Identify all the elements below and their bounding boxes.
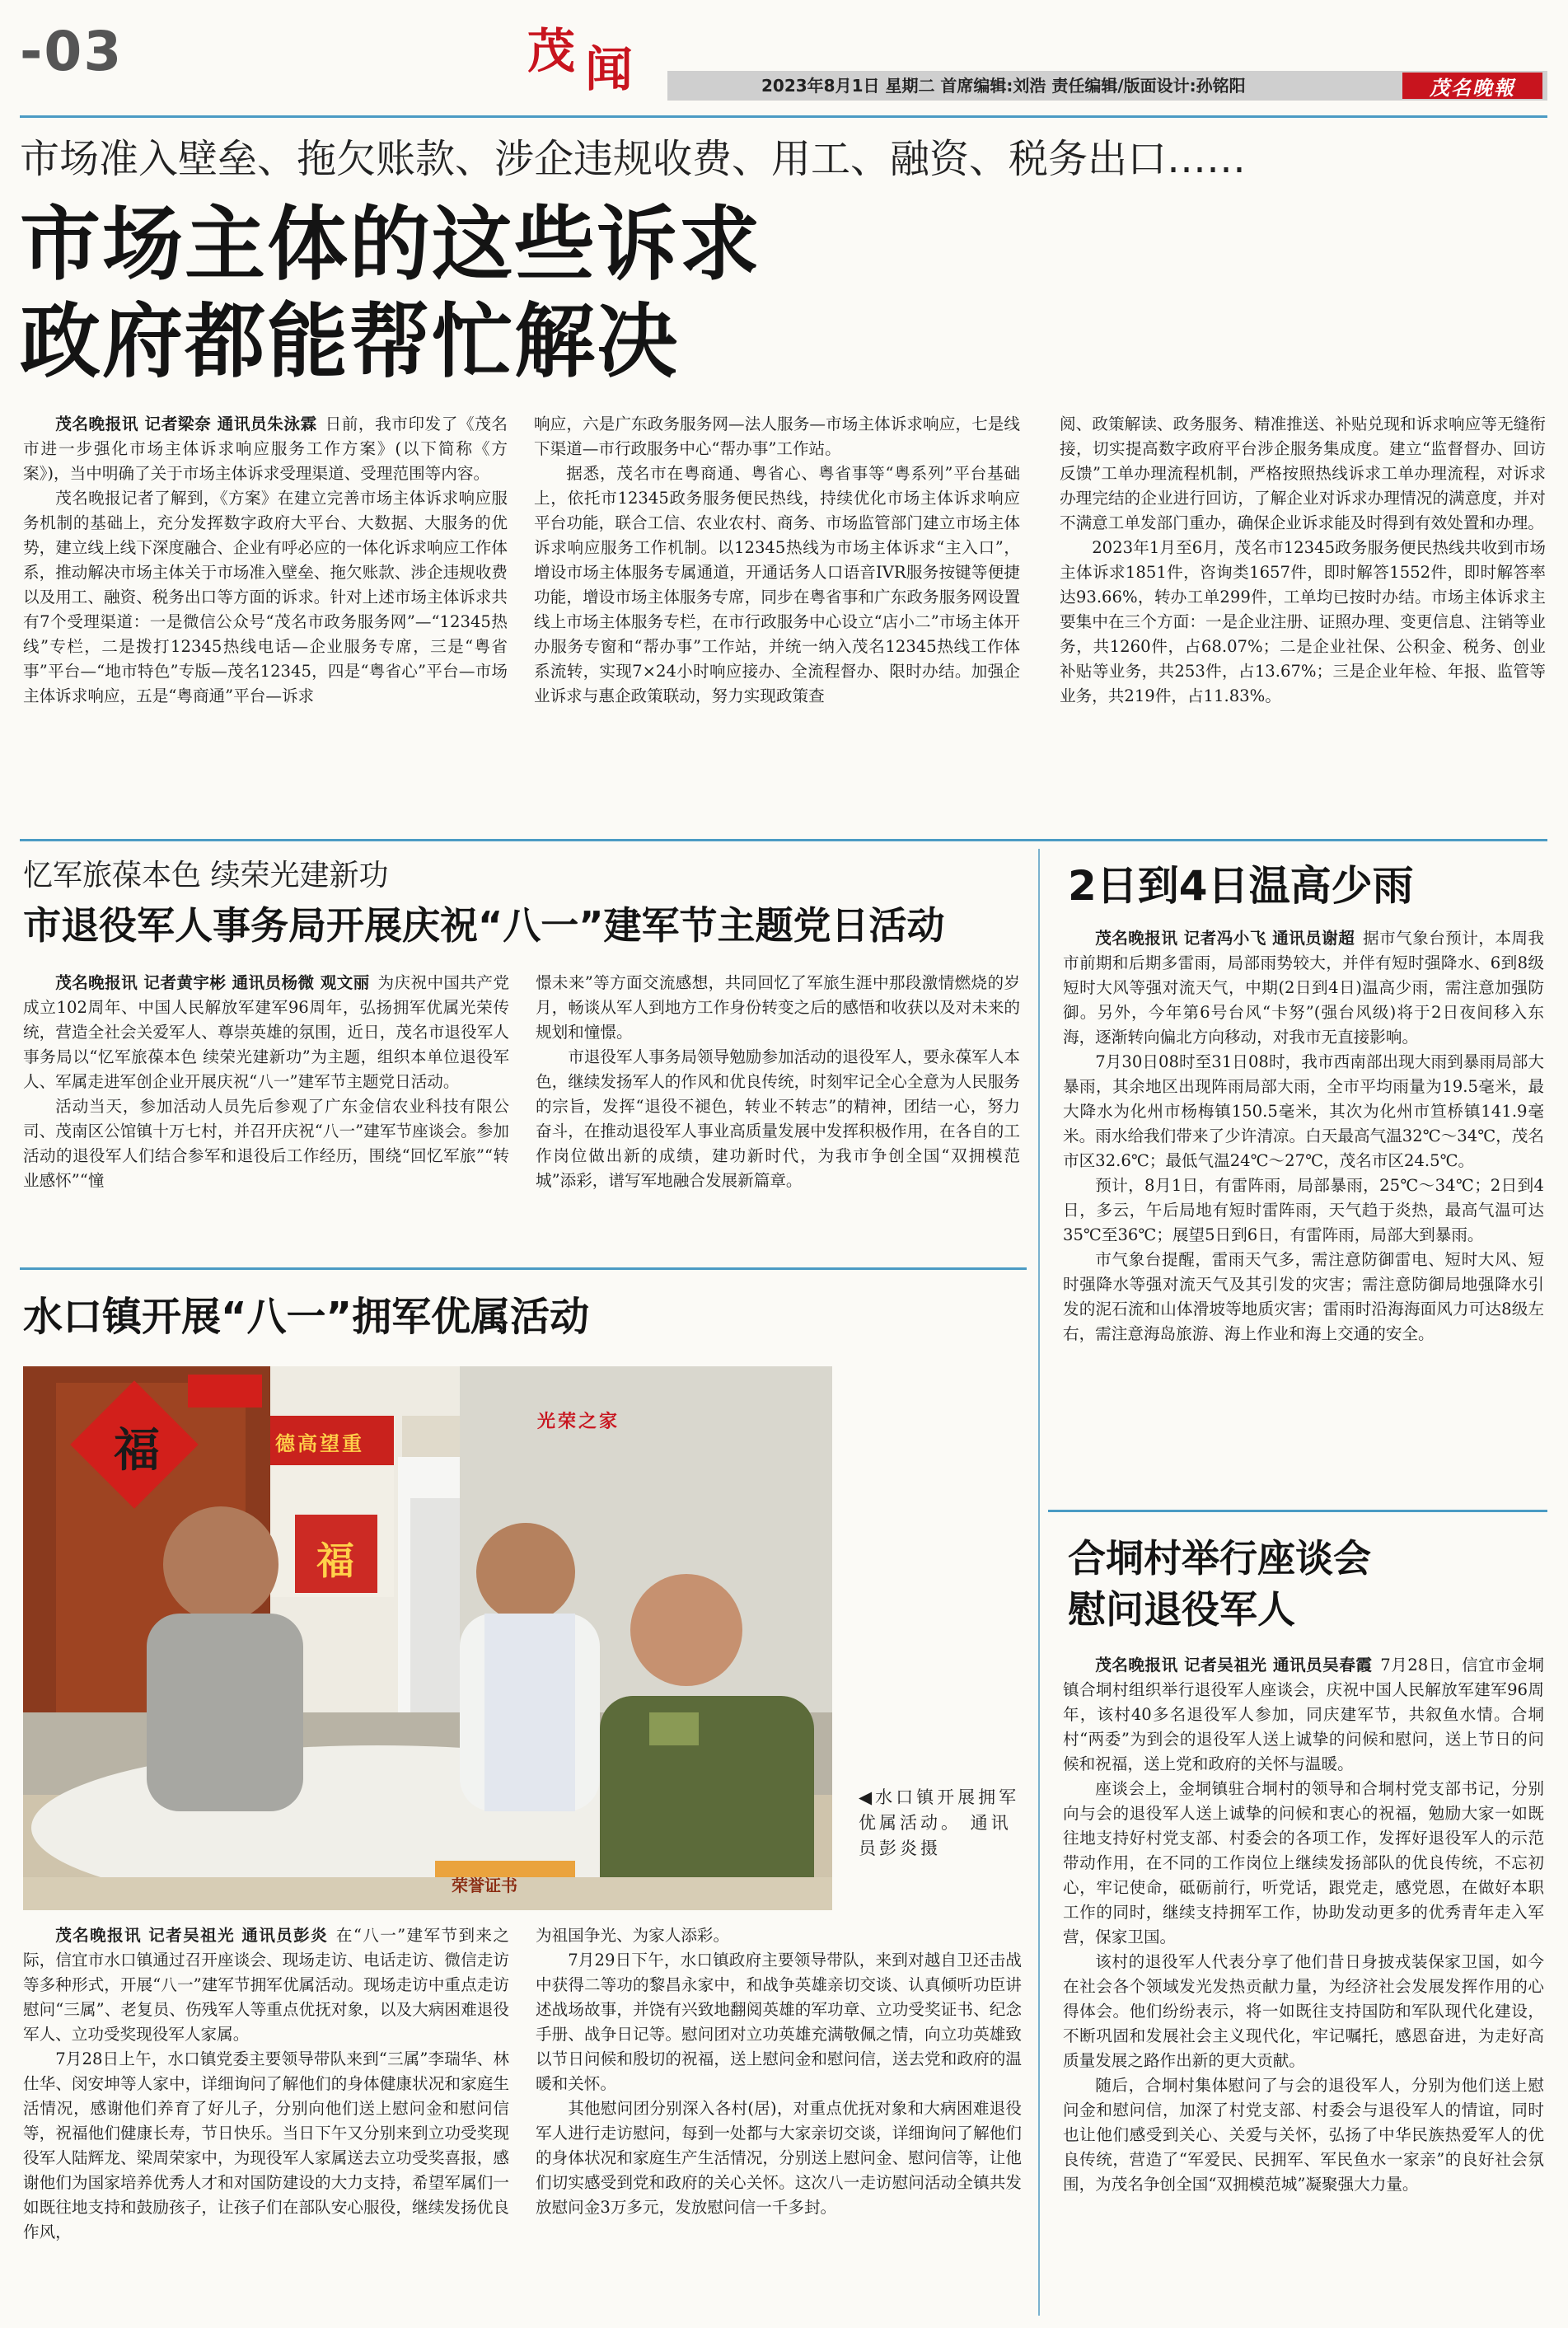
- hedong-byline: 茂名晚报讯 记者吴祖光 通讯员吴春霞: [1095, 1656, 1373, 1675]
- shuikou-para-5: 其他慰问团分别深入各村(居)，对重点优抚对象和大病困难退役军人进行走访慰问，每到一处都与大家亲切交谈，详细询问了解他们的身体状况和家庭生产生活情况，分别送上慰问金、慰问信等，让他们切实感受到党和政府的关心关怀。这次八一走访慰问活动全镇共发放慰问金3万多元，发放慰问信一千多封。: [536, 2099, 1022, 2217]
- issue-meta: 2023年8月1日 星期二 首席编辑:刘浩 责任编辑/版面设计:孙铭阳: [761, 76, 1246, 96]
- weather-para-4: 市气象台提醒，雷雨天气多，需注意防御雷电、短时大风、短时强降水等强对流天气及其引发的灾害；需注意防御局地强降水引发的泥石流和山体滑坡等地质灾害；雷雨时沿海海面风力可达8级左右，需注意海岛旅游、海上作业和海上交通的安全。: [1063, 1250, 1544, 1343]
- veterans-byline: 茂名晚报讯 记者黄宇彬 通讯员杨微 观文丽: [55, 973, 370, 992]
- shuikou-byline: 茂名晚报讯 记者吴祖光 通讯员彭炎: [55, 1926, 329, 1945]
- veterans-title: 市退役军人事务局开展庆祝“八一”建军节主题党日活动: [23, 903, 945, 948]
- hedong-para-2: 座谈会上，金垌镇驻合垌村的领导和合垌村党支部书记，分别向与会的退役军人送上诚挚的问候和衷心的祝福，勉励大家一如既往地支持好村党支部、村委会的各项工作，发挥好退役军人的示范带动作用，在不同的工作岗位上继续发扬部队的优良传统，不忘初心，牢记使命，砥砺前行，听党话，跟党走，感党恩，在做好本职工作的同时，继续支持拥军工作，协助发动更多的优秀青年走入军营，保家卫国。: [1063, 1779, 1544, 1946]
- weather-column: [1063, 926, 1544, 1347]
- photo-caption: ◀水口镇开展拥军优属活动。 通讯员彭炎摄: [859, 1787, 1020, 1858]
- lead-para-6: 2023年1月至6月，茂名市12345政务服务便民热线共收到市场主体诉求1851件，咨询类1657件，即时解答1552件，即时解答率达93.66%，转办工单299件，工单均已按时办结。市场主体诉求主要集中在三个方面：一是企业注册、证照办理、变更信息、注销等业务，共1260件，占68.07%；二是企业社保、公积金、税务、创业补贴等业务，共253件，占13.67%；三是企业年检、年报、监管等业务，共219件，占11.83%。: [1060, 538, 1546, 705]
- hedong-para-1: 茂名晚报讯 记者吴祖光 通讯员吴春霞 7月28日，信宜市金垌镇合垌村组织举行退役军人座谈会，庆祝中国人民解放军建军96周年，该村40多名退役军人参加，同庆建军节，共叙鱼水情。合垌村“两委”为到会的退役军人送上诚挚的问候和慰问，送上节日的问候和祝福，送上党和政府的关怀与温暖。: [1063, 1656, 1544, 1773]
- column-divider: [1038, 849, 1040, 2316]
- veterans-bottom-rule: [20, 1267, 1027, 1270]
- lead-para-4: 据悉，茂名市在粤商通、粤省心、粤省事等“粤系列”平台基础上，依托市12345政务服务便民热线，持续优化市场主体诉求响应平台功能，联合工信、农业农村、商务、市场监管部门建立市场主体诉求响应服务工作机制。以12345热线为市场主体诉求“主入口”，增设市场主体服务专属通道，开通话务人口语音IVR服务按键等便捷功能，增设市场主体服务专席，同步在粤省事和广东政务服务网设置线上市场主体服务专栏，在市行政服务中心设立“店小二”市场主体开办服务专窗和“帮办事”工作站，并统一纳入茂名12345热线工作体系流转，实现7×24小时响应接办、全流程督办、限时办结。加强企业诉求与惠企政策联动，努力实现政策查: [534, 464, 1020, 705]
- lead-para-3: 响应，六是广东政务服务网—法人服务—市场主体诉求响应，七是线下渠道—市行政服务中心“帮办事”工作站。: [534, 415, 1020, 458]
- shuikou-column-2: [536, 1923, 1022, 2220]
- shuikou-para-1: 茂名晚报讯 记者吴祖光 通讯员彭炎 在“八一”建军节到来之际，信宜市水口镇通过召开座谈会、现场走访、电话走访、微信走访等多种形式，开展“八一”建军节拥军优属活动。现场走访中重点走访慰问“三属”、老复员、伤残军人等重点优抚对象，以及大病困难退役军人、立功受奖现役军人家属。: [23, 1926, 509, 2044]
- veterans-para-3: 憬未来”等方面交流感想，共同回忆了军旅生涯中那段激情燃烧的岁月，畅谈从军人到地方工作身份转变之后的感悟和收获以及对未来的规划和憧憬。: [536, 973, 1020, 1042]
- lead-para-1: 茂名晚报讯 记者梁奈 通讯员朱泳霖 日前，我市印发了《茂名市进一步强化市场主体诉求响应服务工作方案》(以下简称《方案》)，当中明确了关于市场主体诉求受理渠道、受理范围等内容。: [23, 415, 508, 483]
- masthead-text: 茂名晚報: [1430, 75, 1515, 100]
- masthead-logo: [1402, 73, 1542, 99]
- hedong-title-line2: 慰问退役军人: [1068, 1587, 1295, 1632]
- veterans-para-1: 茂名晚报讯 记者黄宇彬 通讯员杨微 观文丽 为庆祝中国共产党成立102周年、中国人民解放军建军96周年，弘扬拥军优属光荣传统，营造全社会关爱军人、尊崇英雄的氛围，近日，茂名市退役军人事务局以“忆军旅葆本色 续荣光建新功”为主题，组织本单位退役军人、军属走进军创企业开展庆祝“八一”建军节主题党日活动。: [23, 973, 509, 1091]
- section-char-wen: 闻: [585, 41, 634, 97]
- lead-byline: 茂名晚报讯 记者梁奈 通讯员朱泳霖: [55, 415, 317, 433]
- shuikou-para-3: 为祖国争光、为家人添彩。: [536, 1926, 730, 1945]
- shuikou-photo: [23, 1366, 832, 1910]
- weather-title: 2日到4日温高少雨: [1068, 862, 1414, 910]
- veterans-kicker: 忆军旅葆本色 续荣光建新功: [23, 859, 389, 892]
- shuikou-para-2: 7月28日上午，水口镇党委主要领导带队来到“三属”李瑞华、林仕华、闵安坤等人家中，详细询问了解他们的身体健康状况和家庭生活情况，感谢他们养育了好儿子，分别向他们送上慰问金和慰问信等，祝福他们健康长寿，节日快乐。当日下午又分别来到立功受奖现役军人陆辉龙、梁周荣家中，为现役军人家属送去立功受奖喜报，感谢他们为国家培养优秀人才和对国防建设的大力支持，希望军属们一如既往地支持和鼓励孩子，让孩子们在部队安心服役，继续发扬优良作风，: [23, 2049, 509, 2241]
- weather-bottom-rule: [1048, 1510, 1547, 1512]
- page-number: -03: [20, 20, 124, 83]
- weather-para-2: 7月30日08时至31日08时，我市西南部出现大雨到暴雨局部大暴雨，其余地区出现阵雨局部大雨，全市平均雨量为19.5毫米，最大降水为化州市杨梅镇150.5毫米，其次为化州市笪桥镇141.9毫米。雨水给我们带来了少许清凉。白天最高气温32℃～34℃，茂名市区32.6℃；最低气温24℃～27℃，茂名市区24.5℃。: [1063, 1052, 1544, 1170]
- weather-para-1: 茂名晚报讯 记者冯小飞 通讯员谢超 据市气象台预计，本周我市前期和后期多雷雨，局部雨势较大，并伴有短时强降水、6到8级短时大风等强对流天气，中期(2日到4日)温高少雨，需注意加强防御。另外，今年第6号台风“卡努”(强台风级)将于2日夜间移入东海，逐渐转向偏北方向移动，对我市无直接影响。: [1063, 929, 1544, 1047]
- photo-sign-right: 光荣之家: [537, 1412, 620, 1432]
- shuikou-column-1: [23, 1923, 509, 2245]
- photo-door-fu: 福: [114, 1424, 160, 1478]
- hedong-para-4: 随后，合垌村集体慰问了与会的退役军人，分别为他们送上慰问金和慰问信，加深了村党支部、村委会与退役军人的情谊，同时也让他们感受到关心、关爱与关怀，弘扬了中华民族热爱军人的优良传统，营造了“军爱民、民拥军、军民鱼水一家亲”的良好社会氛围，为茂名争创全国“双拥模范城”凝聚强大力量。: [1063, 2076, 1544, 2194]
- shuikou-para-4: 7月29日下午，水口镇政府主要领导带队，来到对越自卫还击战中获得二等功的黎昌永家中，和战争英雄亲切交谈、认真倾听功臣讲述战场故事，并饶有兴致地翻阅英雄的军功章、立功受奖证书、纪念手册、战争日记等。慰问团对立功英雄充满敬佩之情，向立功英雄致以节日问候和殷切的祝福，送上慰问金和慰问信，送去党和政府的温暖和关怀。: [536, 1951, 1022, 2093]
- lead-para-5: 阅、政策解读、政务服务、精准推送、补贴兑现和诉求响应等无缝衔接，切实提高数字政府平台涉企服务集成度。建立“监督督办、回访反馈”工单办理流程机制，严格按照热线诉求工单办理流程，对诉求办理完结的企业进行回访，了解企业对诉求办理情况的满意度，并对不满意工单发部门重办，确保企业诉求能及时得到有效处置和办理。: [1060, 415, 1546, 532]
- photo-certificate: 荣誉证书: [452, 1876, 517, 1895]
- section-char-mao: 茂: [527, 23, 576, 79]
- hedong-para-3: 该村的退役军人代表分享了他们昔日身披戎装保家卫国，如今在社会各个领域发光发热贡献力量，为经济社会发展发挥作用的心得体会。他们纷纷表示，将一如既往支持国防和军队现代化建设，不断巩固和发展社会主义现代化，牢记嘱托，感恩奋进，为走好高质量发展之路作出新的更大贡献。: [1063, 1952, 1544, 2070]
- lead-kicker: 市场准入壁垒、拖欠账款、涉企违规收费、用工、融资、税务出口……: [20, 136, 1247, 182]
- shuikou-title: 水口镇开展“八一”拥军优属活动: [23, 1294, 590, 1340]
- lead-title-line2: 政府都能帮忙解决: [20, 295, 680, 389]
- photo-calendar: 福: [316, 1539, 354, 1583]
- lead-column-2: [534, 412, 1020, 709]
- veterans-para-4: 市退役军人事务局领导勉励参加活动的退役军人，要永葆军人本色，继续发扬军人的作风和优良传统，时刻牢记全心全意为人民服务的宗旨，发挥“退役不褪色，转业不转志”的精神，团结一心，努力奋斗，在推动退役军人事业高质量发展中发挥积极作用，在各自的工作岗位做出新的成绩，建功新时代，为我市争创全国“双拥模范城”添彩，谱写军地融合发展新篇章。: [536, 1047, 1020, 1190]
- veterans-column-2: [536, 971, 1020, 1193]
- hedong-title-line1: 合垌村举行座谈会: [1068, 1536, 1371, 1581]
- veterans-column-1: [23, 971, 509, 1193]
- hedong-column: [1063, 1653, 1544, 2197]
- veterans-para-2: 活动当天，参加活动人员先后参观了广东金信农业科技有限公司、茂南区公馆镇十万七村，并召开庆祝“八一”建军节座谈会。参加活动的退役军人们结合参军和退役后工作经历，围绕“回忆军旅”“转业感怀”“憧: [23, 1097, 509, 1190]
- photo-sign-top: 德高望重: [275, 1432, 364, 1455]
- lead-title-line1: 市场主体的这些诉求: [20, 198, 762, 292]
- lead-column-3: [1060, 412, 1546, 709]
- weather-byline: 茂名晚报讯 记者冯小飞 通讯员谢超: [1095, 929, 1355, 948]
- weather-para-3: 预计，8月1日，有雷阵雨，局部暴雨，25℃～34℃；2日到4日，多云，午后局地有短时雷阵雨，天气趋于炎热，最高气温可达35℃至36℃；展望5日到6日，有雷阵雨，局部大到暴雨。: [1063, 1176, 1544, 1244]
- lead-column-1: [23, 412, 508, 709]
- section-title: [527, 25, 659, 96]
- lead-bottom-rule: [20, 839, 1547, 841]
- header-rule: [20, 115, 1547, 118]
- lead-para-2: 茂名晚报记者了解到，《方案》在建立完善市场主体诉求响应服务机制的基础上，充分发挥数字政府大平台、大数据、大服务的优势，建立线上线下深度融合、企业有呼必应的一体化诉求响应工作体系，推动解决市场主体关于市场准入壁垒、拖欠账款、涉企违规收费以及用工、融资、税务出口等方面的诉求。针对上述市场主体诉求共有7个受理渠道：一是微信公众号“茂名市政务服务网”—“12345热线”专栏，二是拨打12345热线电话—企业服务专席，三是“粤省事”平台—“地市特色”专版—茂名12345，四是“粤省心”平台—市场主体诉求响应，五是“粤商通”平台—诉求: [23, 489, 508, 705]
